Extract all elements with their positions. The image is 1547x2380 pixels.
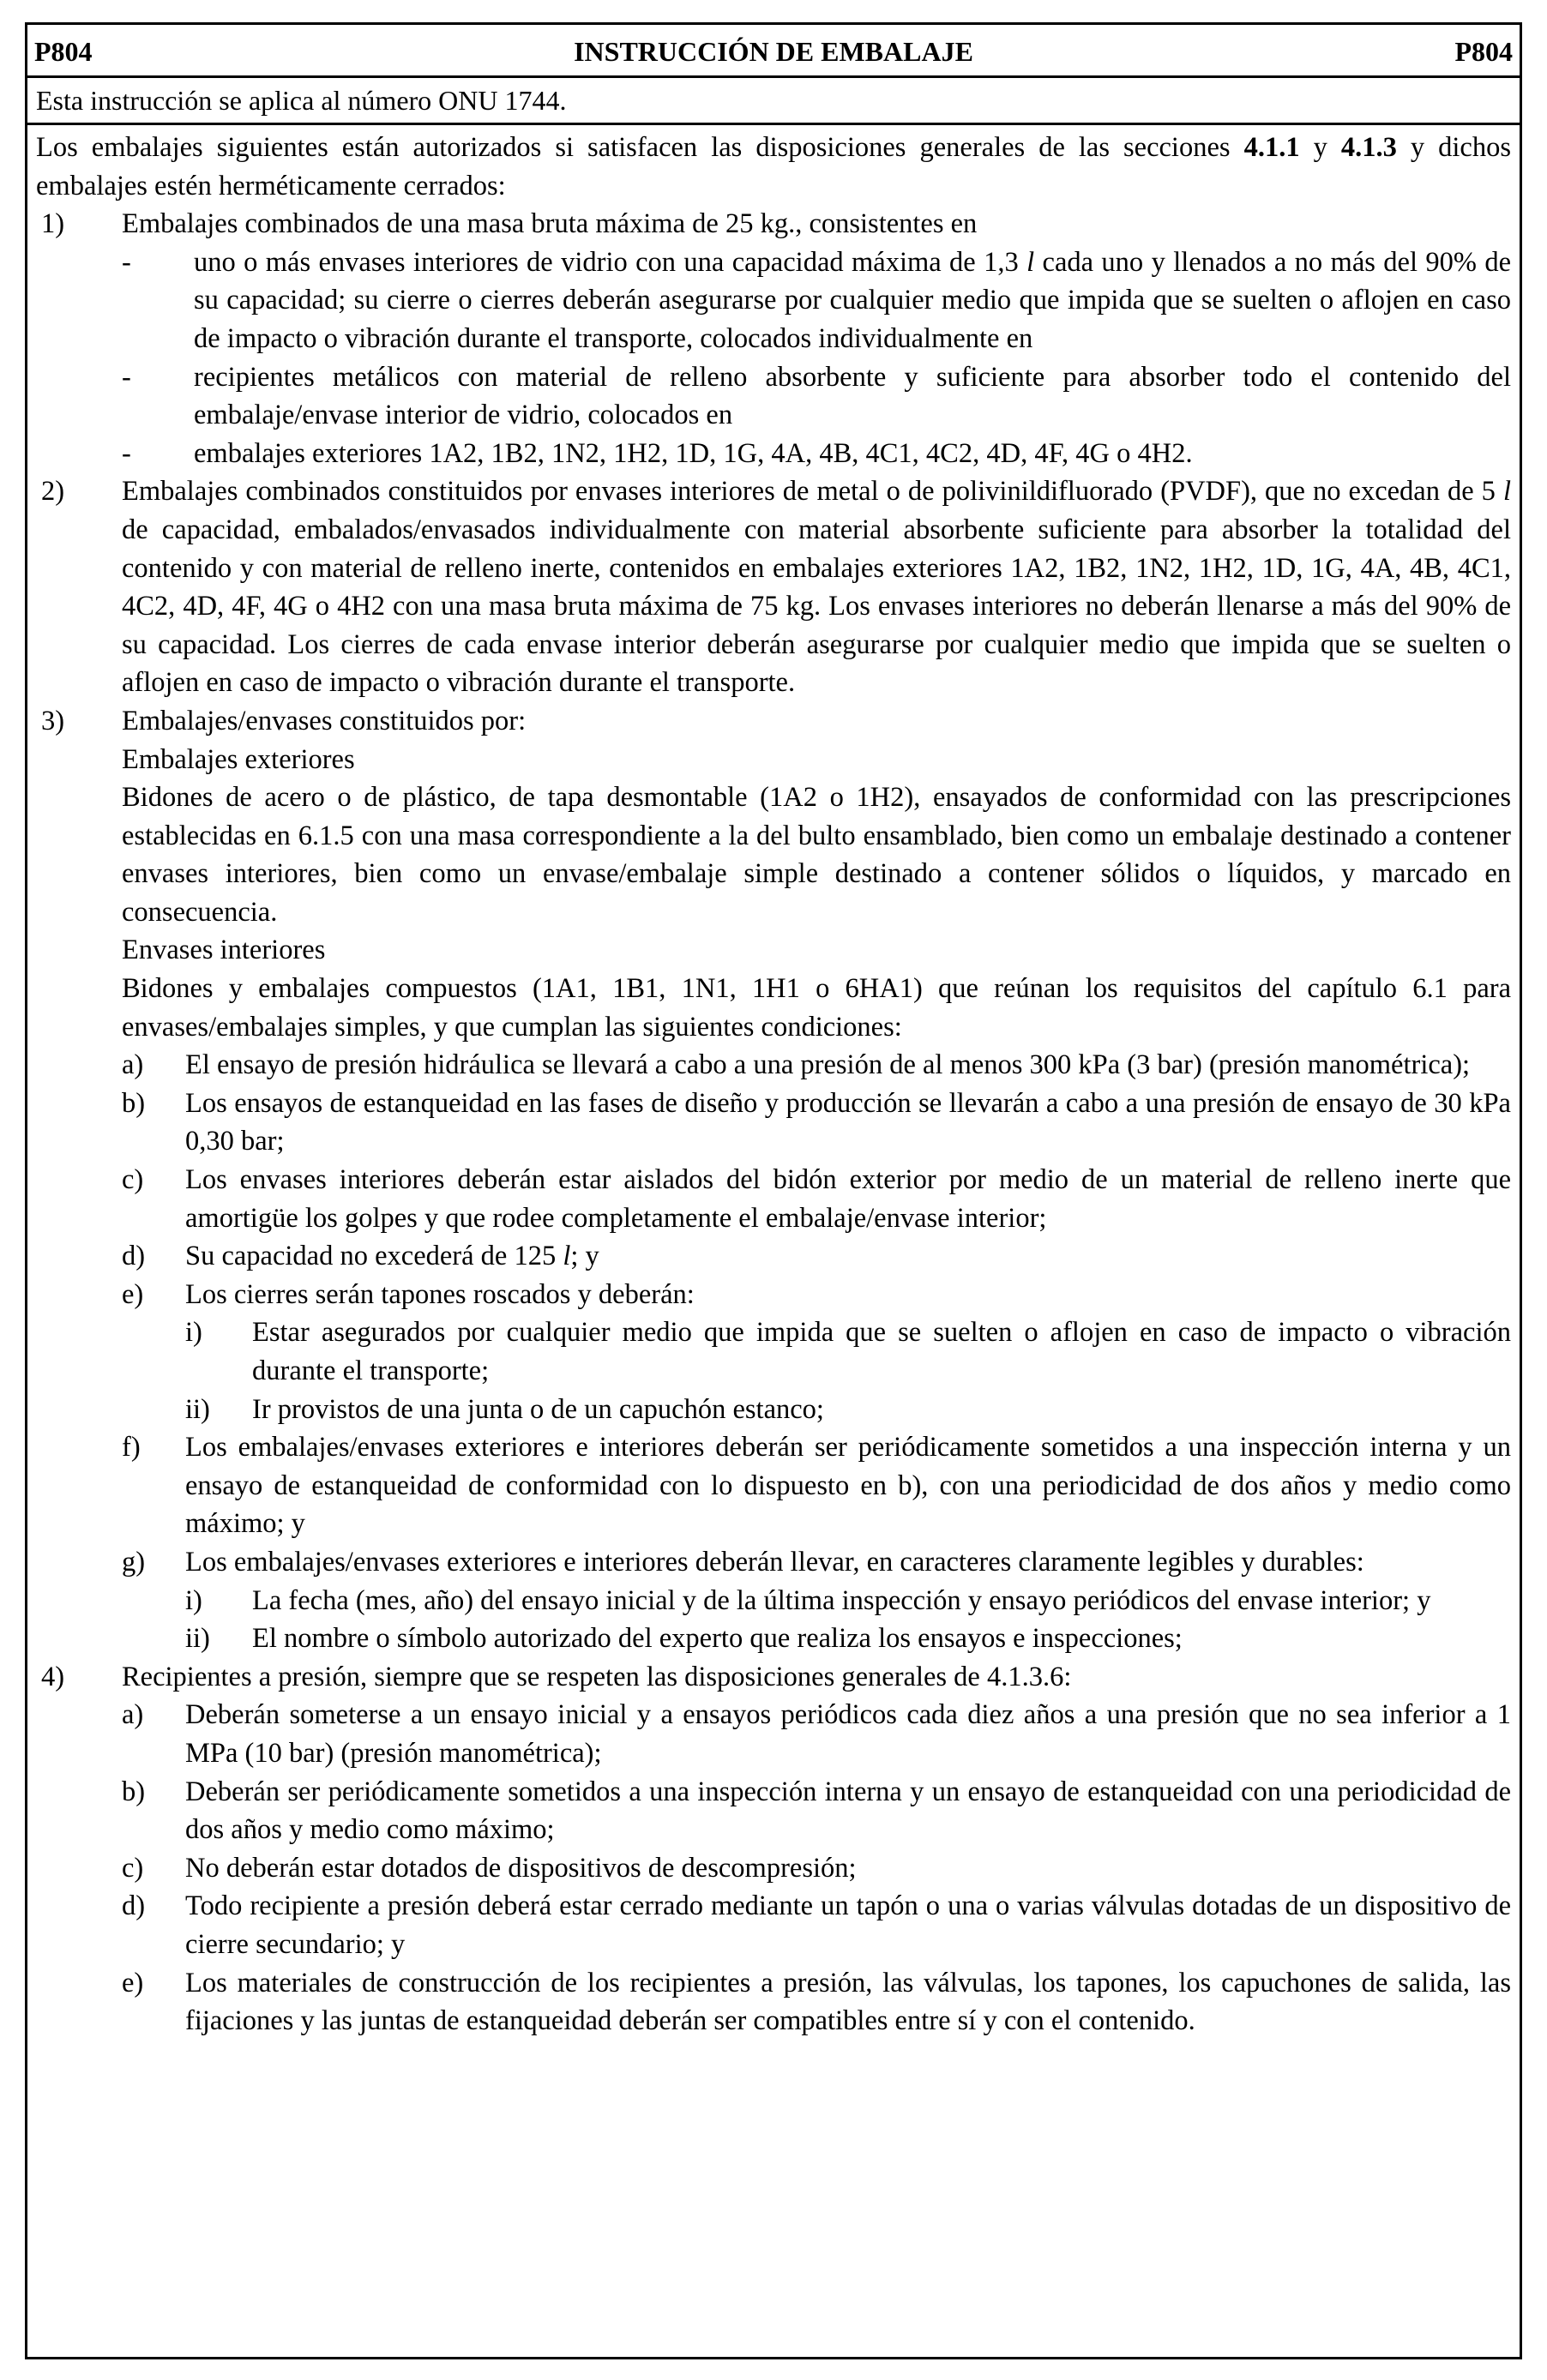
condition-text: Los materiales de construcción de los recipientes a presión, las válvulas, los tapones, los capuchones de salida, las fijaciones y las juntas de estanqueidad deberán ser compatibles entre sí y con el contenido.	[185, 1967, 1511, 2037]
condition-item	[36, 1773, 1511, 1849]
sub-condition-item	[36, 1620, 1511, 1658]
sub-condition-label: i)	[185, 1317, 202, 1349]
condition-text: Los cierres serán tapones roscados y deberán:	[185, 1278, 695, 1310]
instruction-title: INSTRUCCIÓN DE EMBALAJE	[574, 36, 973, 67]
condition-item	[36, 1161, 1511, 1237]
condition-label: f)	[122, 1432, 141, 1463]
condition-item	[36, 1276, 1511, 1314]
bullet-item	[36, 358, 1511, 435]
condition-text: Los embalajes/envases exteriores e interiores deberán ser periódicamente sometidos a una inspección interna y un ensayo de estanqueidad de conformidad con lo dispuesto en b), con una periodicidad de dos años y medio como máximo; y	[185, 1432, 1511, 1540]
list-item-3	[36, 702, 1511, 741]
intro-text: Los embalajes siguientes están autorizados si satisfacen las disposiciones generales de las secciones	[36, 132, 1244, 163]
condition-label: d)	[122, 1890, 146, 1922]
outer-packaging-heading: Embalajes exteriores	[122, 743, 355, 775]
condition-text: Los ensayos de estanqueidad en las fases de diseño y producción se llevarán a cabo a una presión de ensayo de 30 kPa 0,30 bar;	[185, 1087, 1511, 1157]
sub-condition-item	[36, 1313, 1511, 1390]
condition-label: b)	[122, 1087, 146, 1119]
item-number: 2)	[41, 476, 65, 508]
sub-condition-text: La fecha (mes, año) del ensayo inicial y de la última inspección y ensayo periódicos del envase interior; y	[252, 1584, 1431, 1616]
intro-text: y dichos embalajes estén herméticamente cerrados:	[36, 132, 1512, 201]
list-item-1	[36, 205, 1511, 243]
sub-condition-label: ii)	[185, 1393, 210, 1425]
instruction-body	[27, 125, 1520, 2040]
condition-item	[36, 1964, 1511, 2040]
table-header	[27, 25, 1520, 78]
sub-condition-text: Estar asegurados por cualquier medio que impida que se suelten o aflojen en caso de impacto o vibración durante el transporte;	[252, 1317, 1511, 1386]
item-number: 3)	[41, 705, 65, 736]
scope-row	[27, 78, 1520, 125]
list-item-2	[36, 472, 1511, 702]
condition-text: Su capacidad no excederá de 125 l; y	[185, 1241, 599, 1272]
sub-condition-item	[36, 1582, 1511, 1620]
bullet-text: uno o más envases interiores de vidrio con una capacidad máxima de 1,3 l cada uno y llenados a no más del 90% de su capacidad; su cierre o cierres deberán asegurarse por cualquier medio que impida que se suelten o aflojen en caso de impacto o vibración durante el transporte, colocados individualmente en	[194, 246, 1511, 354]
bullet-dash: -	[122, 361, 131, 393]
instruction-code-right: P804	[1454, 36, 1513, 67]
condition-item	[36, 1046, 1511, 1085]
item-text: Recipientes a presión, siempre que se respeten las disposiciones generales de 4.1.3.6:	[122, 1661, 1072, 1692]
section-ref: 4.1.1	[1243, 132, 1300, 163]
condition-item	[36, 1428, 1511, 1543]
item-text: Embalajes combinados de una masa bruta máxima de 25 kg., consistentes en	[122, 208, 978, 240]
condition-text: Los envases interiores deberán estar aislados del bidón exterior por medio de un material de relleno inerte que amortigüe los golpes y que rodee completamente el embalaje/envase interior;	[185, 1164, 1511, 1234]
bullet-text: embalajes exteriores 1A2, 1B2, 1N2, 1H2, 1D, 1G, 4A, 4B, 4C1, 4C2, 4D, 4F, 4G o 4H2.	[194, 437, 1193, 469]
unit-litre: l	[563, 1241, 571, 1272]
condition-item	[36, 1237, 1511, 1276]
condition-label: g)	[122, 1546, 146, 1578]
item-number: 4)	[41, 1661, 65, 1692]
inner-packaging-text: Bidones y embalajes compuestos (1A1, 1B1, 1N1, 1H1 o 6HA1) que reúnan los requisitos del capítulo 6.1 para envases/embalajes simples, y que cumplan las siguientes condiciones:	[122, 973, 1511, 1043]
condition-item	[36, 1543, 1511, 1582]
sub-condition-label: ii)	[185, 1623, 210, 1655]
condition-label: e)	[122, 1967, 144, 1998]
sub-condition-label: i)	[185, 1584, 202, 1616]
intro-text: y	[1299, 132, 1341, 163]
condition-label: c)	[122, 1164, 144, 1196]
bullet-dash: -	[122, 246, 131, 278]
bullet-text: recipientes metálicos con material de relleno absorbente y suficiente para absorber todo el contenido del embalaje/envase interior de vidrio, colocados en	[194, 361, 1511, 431]
condition-label: a)	[122, 1049, 144, 1081]
condition-label: b)	[122, 1776, 146, 1807]
item-number: 1)	[41, 208, 65, 240]
condition-label: e)	[122, 1278, 144, 1310]
outer-packaging-text: Bidones de acero o de plástico, de tapa desmontable (1A2 o 1H2), ensayados de conformidad con las prescripciones establecidas en 6.1.5 con una masa correspondiente a la del bulto ensamblado, bien como un embalaje destinado a contener envases interiores, bien como un envase/embalaje simple destinado a contener sólidos o líquidos, y marcado en consecuencia.	[122, 782, 1511, 928]
intro-paragraph	[36, 129, 1511, 205]
bullet-item	[36, 435, 1511, 473]
instruction-code-left: P804	[34, 36, 93, 67]
list-item-4	[36, 1658, 1511, 1697]
condition-item	[36, 1887, 1511, 1963]
section-ref: 4.1.3	[1340, 132, 1397, 163]
item-text: Embalajes/envases constituidos por:	[122, 705, 527, 736]
condition-item	[36, 1085, 1511, 1161]
unit-litre: l	[1502, 476, 1511, 508]
condition-label: d)	[122, 1241, 146, 1272]
condition-label: c)	[122, 1852, 144, 1884]
unit-litre: l	[1026, 246, 1035, 278]
condition-text: Todo recipiente a presión deberá estar cerrado mediante un tapón o una o varias válvulas dotadas de un dispositivo de cierre secundario; y	[185, 1890, 1511, 1960]
inner-packaging-heading: Envases interiores	[122, 935, 326, 966]
condition-text: No deberán estar dotados de dispositivos de descompresión;	[185, 1852, 857, 1884]
item-text: Embalajes combinados constituidos por envases interiores de metal o de polivinildifluorado (PVDF), que no excedan de 5 l de capacidad, embalados/envasados individualmente con material absorbente suficiente para absorber la totalidad del contenido y con material de relleno inerte, contenidos en embalajes exteriores 1A2, 1B2, 1N2, 1H2, 1D, 1G, 4A, 4B, 4C1, 4C2, 4D, 4F, 4G o 4H2 con una masa bruta máxima de 75 kg. Los envases interiores no deberán llenarse a más del 90% de su capacidad. Los cierres de cada envase interior deberán asegurarse por cualquier medio que impida que se suelten o aflojen en caso de impacto o vibración durante el transporte.	[122, 476, 1511, 699]
condition-item	[36, 1849, 1511, 1888]
sub-condition-item	[36, 1391, 1511, 1429]
packing-instruction-table	[25, 22, 1522, 2359]
bullet-dash: -	[122, 437, 131, 469]
condition-text: Los embalajes/envases exteriores e interiores deberán llevar, en caracteres claramente legibles y durables:	[185, 1546, 1364, 1578]
sub-condition-text: Ir provistos de una junta o de un capuchón estanco;	[252, 1393, 824, 1425]
condition-text: El ensayo de presión hidráulica se llevará a cabo a una presión de al menos 300 kPa (3 bar) (presión manométrica);	[185, 1049, 1471, 1081]
condition-item	[36, 1696, 1511, 1772]
sub-condition-text: El nombre o símbolo autorizado del experto que realiza los ensayos e inspecciones;	[252, 1623, 1183, 1655]
condition-label: a)	[122, 1699, 144, 1731]
condition-text: Deberán someterse a un ensayo inicial y a ensayos periódicos cada diez años a una presión que no sea inferior a 1 MPa (10 bar) (presión manométrica);	[185, 1699, 1511, 1769]
scope-text: Esta instrucción se aplica al número ONU 1744.	[36, 85, 567, 116]
condition-text: Deberán ser periódicamente sometidos a una inspección interna y un ensayo de estanqueidad con una periodicidad de dos años y medio como máximo;	[185, 1776, 1511, 1846]
bullet-item	[36, 243, 1511, 358]
